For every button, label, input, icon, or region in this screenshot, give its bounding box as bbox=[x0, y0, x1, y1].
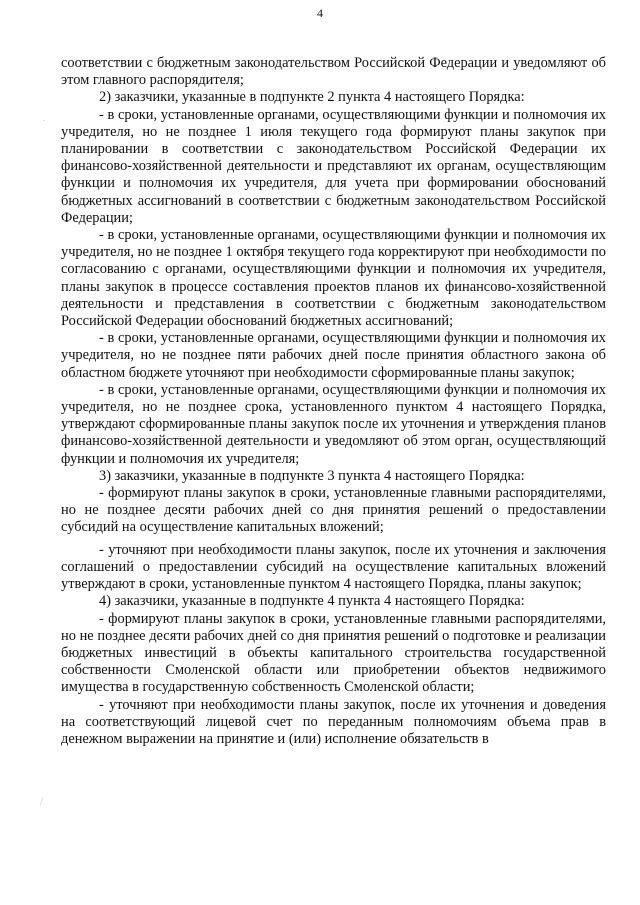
paragraph: 2) заказчики, указанные в подпункте 2 пункта 4 настоящего Порядка: bbox=[99, 89, 525, 106]
paragraph: - в сроки, установленные органами, осуществляющими функции и полномочия их учредителя, но не позднее пяти рабочих дней после принятия областного закона об областном бюджете уточняют при необходимости сформированные планы закупок; bbox=[61, 330, 606, 381]
paragraph: - уточняют при необходимости планы закупок, после их уточнения и доведения на соответствующий лицевой счет по переданным полномочиям объема прав в денежном выражении на принятие и (или) исполнение обязательств в bbox=[61, 696, 606, 747]
paragraph: - формируют планы закупок в сроки, установленные главными распорядителями, но не позднее десяти рабочих дней со дня принятия решений о предоставлении субсидий на осуществление капитальных вложений; bbox=[61, 485, 606, 536]
paragraph: - формируют планы закупок в сроки, установленные главными распорядителями, но не позднее десяти рабочих дней со дня принятия решений о подготовке и реализации бюджетных инвестиций в объекты капитального строительства государственной собственности Смоленской области или приобретении объектов недвижимого имущества в государственную собственность Смоленской области; bbox=[61, 610, 606, 696]
paragraph: соответствии с бюджетным законодательством Российской Федерации и уведомляют об этом главного распорядителя; bbox=[61, 55, 606, 89]
paragraph: - в сроки, установленные органами, осуществляющими функции и полномочия их учредителя, но не позднее 1 июля текущего года формируют планы закупок при планировании в соответствии с законодательством Российской Федерации их финансово-хозяйственной деятельности и представляют их органам, осуществляющим функции и полномочия их учредителя, для учета при формировании обоснований бюджетных ассигнований в соответствии с бюджетным законодательством Российской Федерации; bbox=[61, 106, 606, 226]
page-number: 4 bbox=[317, 6, 323, 20]
paragraph: - в сроки, установленные органами, осуществляющими функции и полномочия их учредителя, но не позднее 1 октября текущего года корректируют при необходимости по согласованию с органами, осуществляющими функции и полномочия их учредителя, планы закупок в процессе составления проектов планов их финансово-хозяйственной деятельности и представления в соответствии с бюджетным законодательством Российской Федерации обоснований бюджетных ассигнований; bbox=[61, 227, 606, 330]
paragraph: 3) заказчики, указанные в подпункте 3 пункта 4 настоящего Порядка: bbox=[99, 467, 525, 484]
scan-mark: ˙ bbox=[42, 118, 46, 130]
paragraph: - уточняют при необходимости планы закупок, после их уточнения и заключения соглашений о предоставлении субсидий на осуществление капитальных вложений утверждают в сроки, установленные пунктом 4 настоящего Порядка, планы закупок; bbox=[61, 541, 606, 593]
scan-mark: / bbox=[40, 796, 44, 808]
document-body bbox=[61, 55, 606, 748]
paragraph: - в сроки, установленные органами, осуществляющими функции и полномочия их учредителя, но не позднее срока, установленного пунктом 4 настоящего Порядка, утверждают сформированные планы закупок после их уточнения и утверждения планов финансово-хозяйственной деятельности и уведомляют об этом орган, осуществляющий функции и полномочия их учредителя; bbox=[61, 381, 606, 467]
paragraph: 4) заказчики, указанные в подпункте 4 пункта 4 настоящего Порядка: bbox=[99, 593, 525, 610]
